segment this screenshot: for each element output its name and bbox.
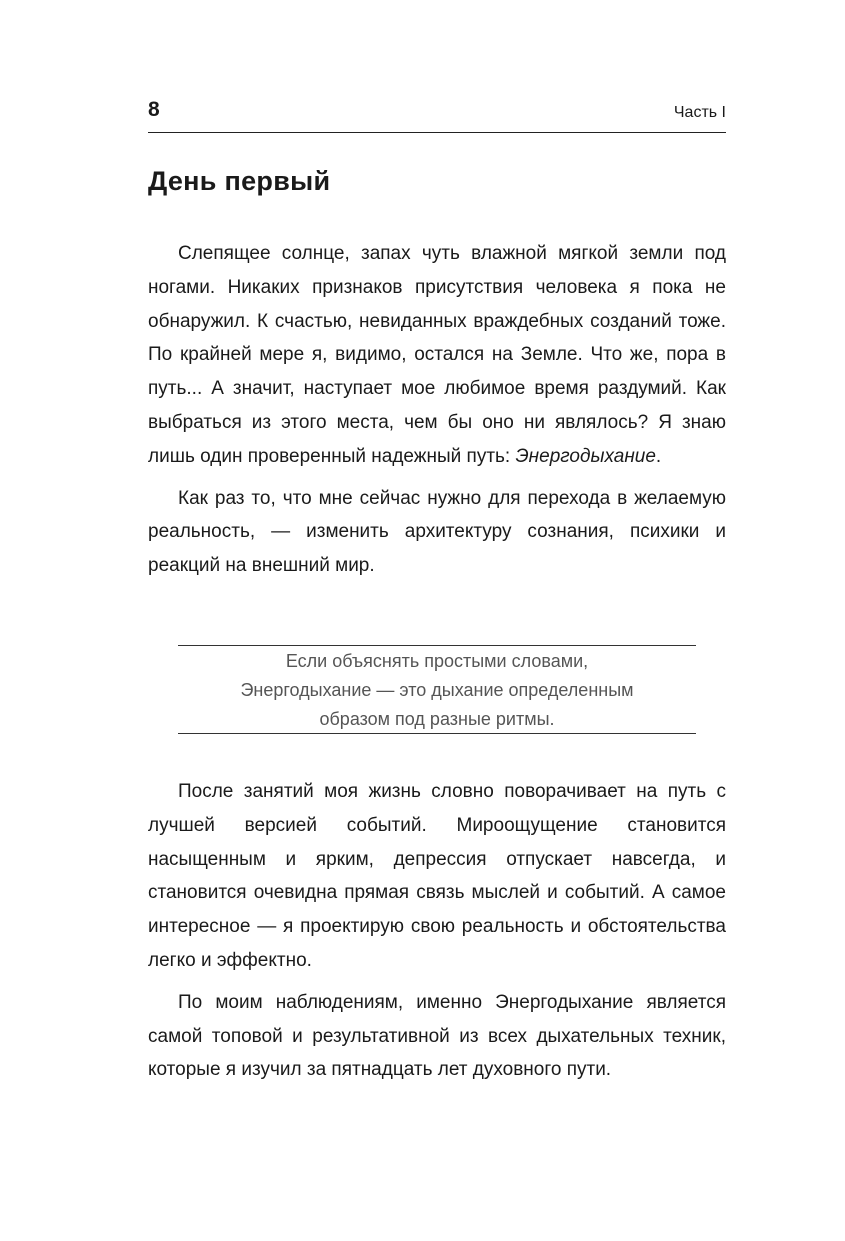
running-head: Часть I — [673, 104, 726, 121]
paragraph: Слепящее солнце, запах чуть влажной мягкой земли под ногами. Никаких признаков присутствия человека я пока не обнаружил. К счастью, невиданных враждебных созданий тоже. По крайней мере я, видимо, остался на Земле. Что же, пора в путь... А значит, наступает мое любимое время раздумий. Как выбраться из этого места, чем бы оно ни являлось? Я знаю лишь один проверенный надежный путь: Энергодыхание. — [148, 243, 726, 467]
paragraph: Как раз то, что мне сейчас нужно для перехода в желаемую реальность, — изменить архитектуру сознания, психики и реакций на внешний мир. — [148, 487, 726, 577]
body-text-top — [148, 237, 726, 591]
chapter-title: День первый — [148, 166, 331, 196]
body-text-bottom — [148, 775, 726, 1095]
paragraph: По моим наблюдениям, именно Энергодыхание является самой топовой и результативной из всех дыхательных техник, которые я изучил за пятнадцать лет духовного пути. — [148, 991, 726, 1081]
page-header — [148, 96, 726, 133]
callout-line: образом под разные ритмы. — [319, 709, 555, 729]
callout-line: Если объяснять простыми словами, — [285, 651, 589, 671]
page-number: 8 — [148, 98, 160, 121]
callout-box — [178, 645, 696, 734]
italic-term: Энергодыхание — [515, 445, 656, 467]
callout-line: Энергодыхание — это дыхание определенным — [240, 680, 634, 700]
paragraph: После занятий моя жизнь словно поворачивает на путь с лучшей версией событий. Мироощущение становится насыщенным и ярким, депрессия отпускает навсегда, и становится очевидна прямая связь мыслей и событий. А самое интересное — я проектирую свою реальность и обстоятельства легко и эффектно. — [148, 781, 726, 971]
